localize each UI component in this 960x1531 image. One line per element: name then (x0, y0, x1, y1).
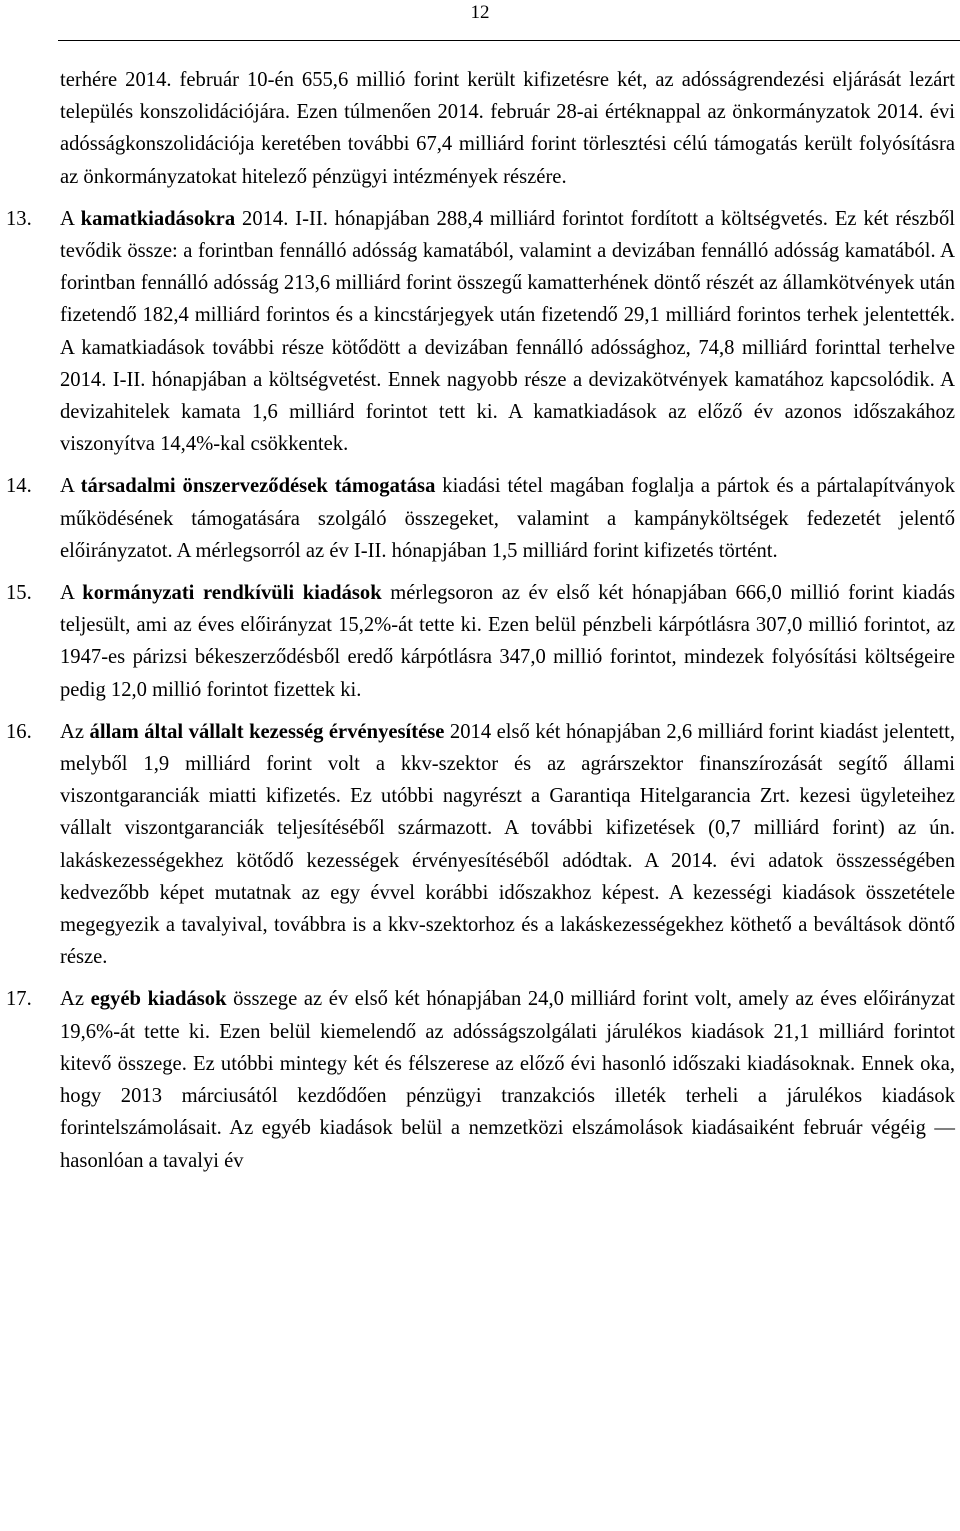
document-body (6, 64, 956, 1177)
list-item-16 (6, 716, 955, 974)
item-text: Az egyéb kiadások összege az év első két hónapjában 24,0 milliárd forint volt, amely az éves előirányzat 19,6%-át tette ki. Ezen belül kiemelendő az adósságszolgálati járulékos kiadások 21,1 milliárd forintot kitevő összege. Ez utóbbi mintegy két és félszerese az előző évi hasonló időszaki kiadásoknak. Ennek oka, hogy 2013 márciusától kezdődően pénzügyi tranzakciós illeték terheli a járulékos kiadások forintelszámolásait. Az egyéb kiadások belül a nemzetközi elszámolások kiadásaiként február végéig — hasonlóan a tavalyi év (60, 988, 955, 1172)
item-text: A kormányzati rendkívüli kiadások mérlegsoron az év első két hónapjában 666,0 millió forint kiadás teljesült, ami az éves előirányzat 15,2%-át tette ki. Ezen belül pénzbeli kárpótlásra 307,0 millió forintot, az 1947-es párizsi békeszerződésből eredő kárpótlásra 347,0 millió forintot, mindezek folyósítási költségeire pedig 12,0 millió forintot fizettek ki. (60, 582, 956, 701)
item-number: 13. (6, 207, 32, 230)
item-term: kormányzati rendkívüli kiadások (82, 582, 382, 605)
item-number: 17. (6, 988, 32, 1011)
header-rule (58, 40, 960, 41)
item-number: 14. (6, 475, 32, 498)
item-term: egyéb kiadások (90, 988, 227, 1011)
item-number: 15. (6, 582, 32, 605)
item-term: társadalmi önszerveződések támogatása (80, 475, 436, 498)
list-item-14 (6, 470, 956, 567)
item-text: A társadalmi önszerveződések támogatása kiadási tétel magában foglalja a pártok és a pártalapítványok működésének támogatására szolgáló összegeket, valamint a kampányköltségek fedezetét jelentő előirányzatot. A mérlegsorról az év I-II. hónapjában 1,5 milliárd forint kifizetés történt. (60, 475, 956, 562)
list-item-17 (6, 983, 955, 1176)
list-item-13 (6, 203, 955, 461)
item-term: állam által vállalt kezesség érvényesítése (89, 720, 445, 743)
item-number: 16. (6, 720, 32, 743)
item-text: A kamatkiadásokra 2014. I-II. hónapjában 288,4 milliárd forintot fordított a költségvetés. Ez két részből tevődik össze: a forintban fennálló adósság kamatából, valamint a devizában fennálló adósság kamatából. A forintban fennálló adósság 213,6 milliárd forint összegű kamatterhének döntő részét az államkötvények után fizetendő 182,4 milliárd forintos és a kincstárjegyek után fizetendő 29,1 milliárd forintos terhek jelentették. A kamatkiadások további része kötődött a devizában fennálló adóssághoz, 74,8 milliárd forinttal terhelve 2014. I-II. hónapjában a költségvetést. Ennek nagyobb része a devizakötvények kamatához kapcsolódik. A devizahitelek kamata 1,6 milliárd forintot tett ki. A kamatkiadások az előző év azonos időszakához viszonyítva 14,4%-kal csökkentek. (60, 207, 955, 456)
intro-paragraph: terhére 2014. február 10-én 655,6 millió forint került kifizetésre két, az adósságrendezési eljárását lezárt település konszolidációjára. Ezen túlmenően 2014. február 28-ai értéknappal az önkormányzatok 2014. évi adósságkonszolidációja keretében további 67,4 milliárd forint törlesztési célú támogatás került folyósításra az önkormányzatokat hitelező pénzügyi intézmények részére. (60, 69, 955, 188)
page-number: 12 (470, 2, 490, 23)
item-term: kamatkiadásokra (80, 207, 236, 230)
item-text: Az állam által vállalt kezesség érvényesítése 2014 első két hónapjában 2,6 milliárd forint kiadást jelentett, melyből 1,9 milliárd forint volt a kkv-szektor és az agrárszektor finanszírozását segítő állami viszontgaranciák miatti kifizetés. Ez utóbbi nagyrészt a Garantiqa Hitelgarancia Zrt. kezesi ügyleteihez vállalt viszontgaranciák teljesítéséből származott. A további kifizetések (0,7 milliárd forint) az ún. lakáskezességekhez kötődő kezességek érvényesítéséből adódtak. A 2014. évi adatok összességében kedvezőbb képet mutatnak az egy évvel korábbi időszakhoz képest. A kezességi kiadások összetétele megegyezik a tavalyival, továbbra is a kkv-szektorhoz és a lakáskezességekhez köthető a beváltások döntő része. (60, 720, 955, 969)
list-item-15 (6, 577, 956, 706)
